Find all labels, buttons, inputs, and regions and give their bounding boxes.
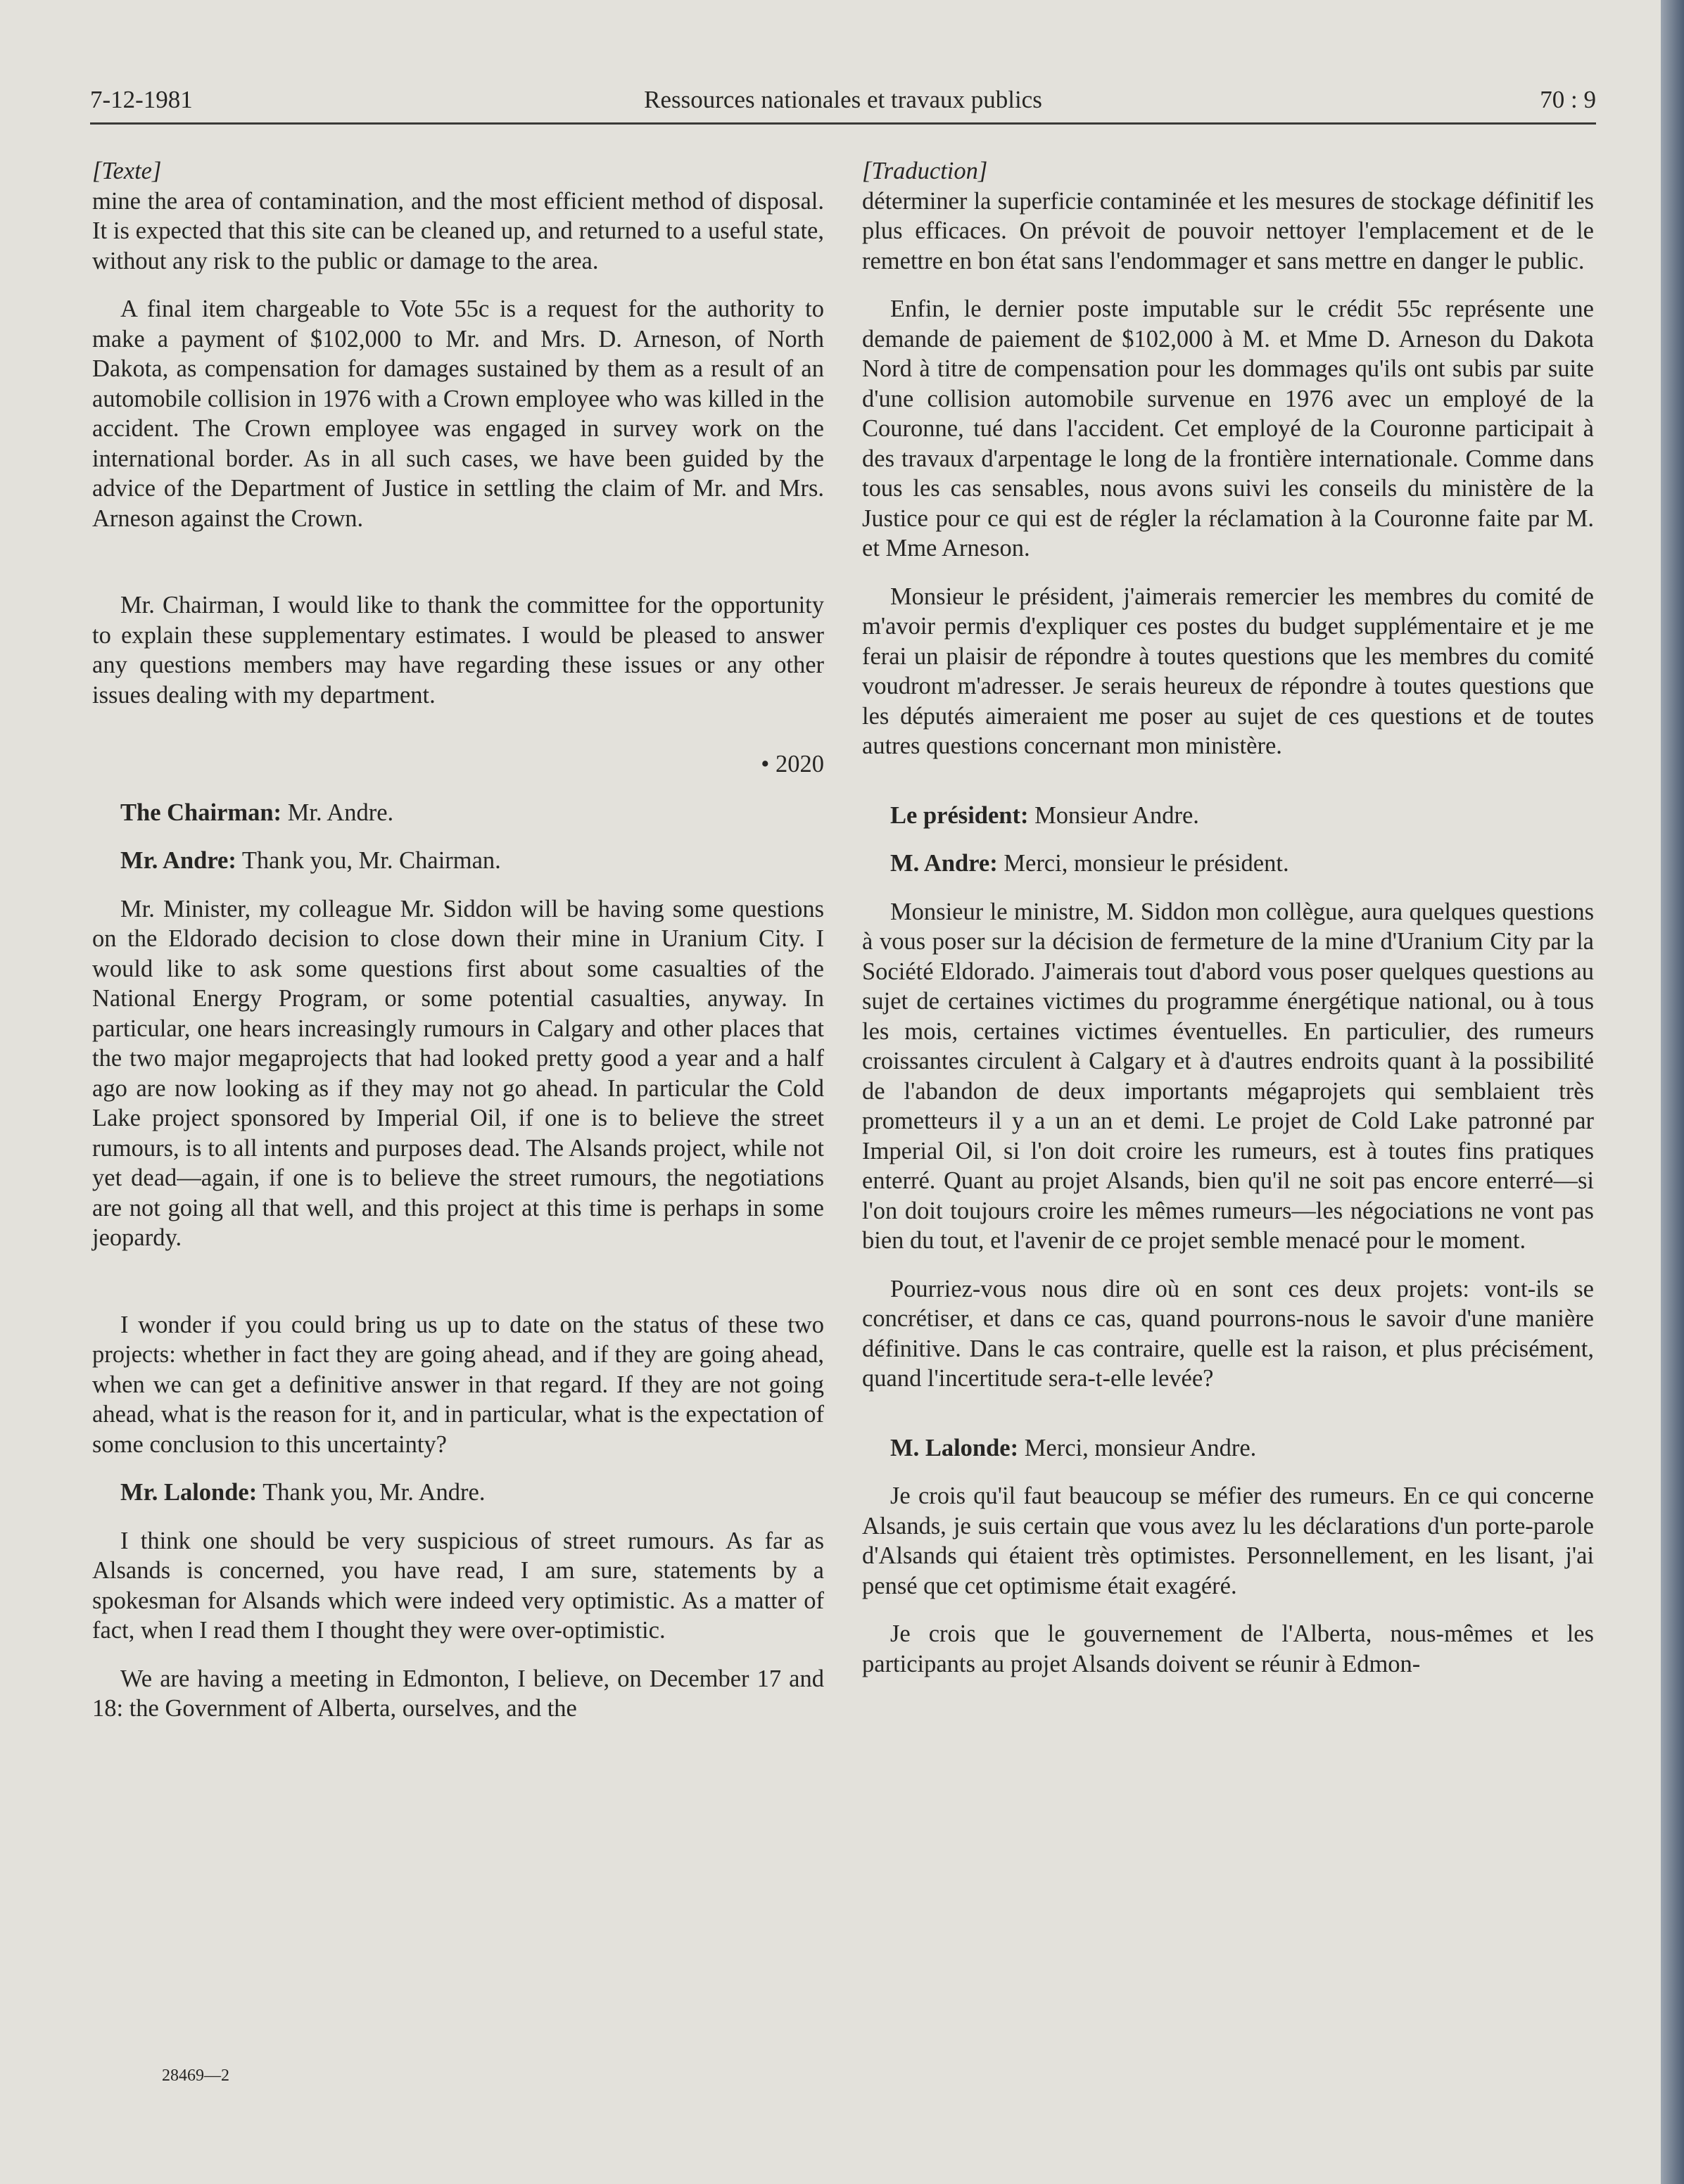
- paragraph: Je crois qu'il faut beaucoup se méfier des rumeurs. En ce qui concerne Alsands, je suis certain que vous avez lu les déclarations d'un porte-parole d'Alsands qui étaient très optimistes. Personnellement, en les lisant, j'ai pensé que cet optimisme était exagéré.: [862, 1483, 1594, 1599]
- paragraph: Enfin, le dernier poste imputable sur le crédit 55c représente une demande de paiement de $102,000 à M. et Mme D. Arneson du Dakota Nord à titre de compensation pour les dommages qu'ils ont subis par suite d'une collision automobile survenue en 1976 avec un employé de la Couronne, tué dans l'accident. Cet employé de la Couronne participait à des travaux d'arpentage le long de la frontière internationale. Comme dans tous les cas sensables, nous avons suivi les conseils du ministère de la Justice pour ce qui est de régler la réclamation à la Couronne faite par M. et Mme Arneson.: [862, 296, 1594, 561]
- speaker-name: M. Andre:: [890, 850, 998, 877]
- paragraph: déterminer la superficie contaminée et les mesures de stockage définitif les plus efficaces. On prévoit de pouvoir nettoyer l'emplacement et de le remettre en bon état sans l'endommager et sans mettre en danger le public.: [862, 187, 1594, 274]
- footer-code: 28469—2: [162, 2066, 229, 2085]
- time-marker: • 2020: [761, 751, 824, 777]
- paragraph: Je crois que le gouvernement de l'Alberta, nous-mêmes et les participants au projet Alsands doivent se réunir à Edmon-: [862, 1620, 1594, 1677]
- speaker-name: Le président:: [890, 801, 1029, 829]
- header-date: 7-12-1981: [90, 86, 193, 113]
- speaker-text: Monsieur Andre.: [1028, 801, 1199, 829]
- section-label-texte: [Texte]: [92, 158, 162, 184]
- speaker-text: Merci, monsieur le président.: [997, 850, 1289, 877]
- binder-edge: [1661, 0, 1684, 2184]
- speaker-paragraph: [92, 1478, 824, 1508]
- paragraph: A final item chargeable to Vote 55c is a request for the authority to make a payment of $102,000 to Mr. and Mrs. D. Arneson, of North Dakota, as compensation for damages sustained by them as a result of an automobile collision in 1976 with a Crown employee who was killed in the accident. The Crown employee was engaged in survey work on the international border. As in all such cases, we have been guided by the advice of the Department of Justice in settling the claim of Mr. and Mrs. Arneson against the Crown.: [92, 296, 824, 532]
- paragraph: Monsieur le président, j'aimerais remercier les membres du comité de m'avoir permis d'expliquer ces postes du budget supplémentaire et je me ferai un plaisir de répondre à toutes questions que les membres du comité voudront m'adresser. Je serais heureux de répondre à toutes questions que les députés aimeraient me poser au sujet de ces questions et de toutes autres questions concernant mon ministère.: [862, 583, 1594, 759]
- paragraph: We are having a meeting in Edmonton, I believe, on December 17 and 18: the Government of Alberta, ourselves, and the: [92, 1665, 824, 1722]
- spacer: [862, 780, 1594, 801]
- speaker-name: The Chairman:: [120, 799, 282, 826]
- paragraph: I wonder if you could bring us up to date on the status of these two projects: whether in fact they are going ahead, and if they are going ahead, when we can get a definitive answer in that regard. If they are not going ahead, what is the reason for it, and in particular, what is the expectation of some conclusion to this uncertainty?: [92, 1311, 824, 1458]
- paragraph: I think one should be very suspicious of street rumours. As far as Alsands is concerned, you have read, I am sure, statements by a spokesman for Alsands which were indeed very optimistic. As a matter of fact, when I read them I thought they were over-optimistic.: [92, 1527, 824, 1644]
- paragraph: Mr. Chairman, I would like to thank the committee for the opportunity to explain these supplementary estimates. I would be pleased to answer any questions members may have regarding these issues or any other issues dealing with my department.: [92, 592, 824, 709]
- paragraph: Pourriez-vous nous dire où en sont ces deux projets: vont-ils se concrétiser, et dans ce cas, quand pourrons-nous le savoir d'une manière définitive. Dans le cas contraire, quelle est la raison, et plus précisément, quand l'incertitude sera-t-elle levée?: [862, 1275, 1594, 1392]
- spacer: [862, 1412, 1594, 1433]
- header-title: Ressources nationales et travaux publics: [644, 86, 1042, 113]
- speaker-paragraph: [862, 801, 1594, 831]
- paragraph: mine the area of contamination, and the most efficient method of disposal. It is expected that this site can be cleaned up, and returned to a useful state, without any risk to the public or damage to the area.: [92, 187, 824, 274]
- speaker-paragraph: [92, 798, 824, 828]
- speaker-text: Thank you, Mr. Chairman.: [236, 847, 501, 874]
- speaker-paragraph: [92, 846, 824, 876]
- speaker-text: Mr. Andre.: [281, 799, 394, 826]
- page-header: [90, 83, 1596, 125]
- spacer: [92, 552, 824, 590]
- section-label-traduction: [Traduction]: [862, 158, 988, 184]
- header-page-number: 70 : 9: [1540, 86, 1596, 113]
- speaker-name: Mr. Andre:: [120, 847, 236, 874]
- speaker-paragraph: [862, 849, 1594, 879]
- speaker-text: Thank you, Mr. Andre.: [257, 1479, 486, 1506]
- speaker-name: M. Lalonde:: [890, 1434, 1019, 1461]
- paragraph: Monsieur le ministre, M. Siddon mon collègue, aura quelques questions à vous poser sur la décision de fermeture de la mine d'Uranium City par la Société Eldorado. J'aimerais tout d'abord vous poser quelques questions au sujet de certaines victimes du programme énergétique national, ou à tous les mois, certaines victimes éventuelles. En particulier, des rumeurs croissantes circulent à Calgary et à d'autres endroits quant à la possibilité de l'abandon de deux importants mégaprojets qui semblaient très prometteurs il y a un an et demi. Le projet de Cold Lake patronné par Imperial Oil, si l'on doit croire les rumeurs, est à toutes fins pratiques enterré. Quant au projet Alsands, bien qu'il ne soit pas encore enterré—si l'on doit toujours croire les mêmes rumeurs—les négociations ne vont pas bien du tout, et l'avenir de ce projet semble menacé pour le moment.: [862, 898, 1594, 1254]
- paragraph: Mr. Minister, my colleague Mr. Siddon will be having some questions on the Eldorado decision to close down their mine in Uranium City. I would like to ask some questions first about some casualties of the National Energy Program, or some potential casualties, anyway. In particular, one hears increasingly rumours in Calgary and other places that the two major megaprojects that had looked pretty good a year and a half ago are now looking as if they may not go ahead. In particular the Cold Lake project sponsored by Imperial Oil, if one is to believe the street rumours, is to all intents and purposes dead. The Alsands project, while not yet dead—again, if one is to believe the street rumours, the negotiations are not going all that well, and this project at this time is perhaps in some jeopardy.: [92, 895, 824, 1251]
- speaker-text: Merci, monsieur Andre.: [1018, 1434, 1257, 1461]
- english-column: [92, 156, 824, 1742]
- speaker-paragraph: [862, 1433, 1594, 1464]
- speaker-name: Mr. Lalonde:: [120, 1479, 258, 1506]
- french-column: [862, 156, 1594, 1697]
- spacer: [92, 1271, 824, 1310]
- spacer: [92, 728, 824, 749]
